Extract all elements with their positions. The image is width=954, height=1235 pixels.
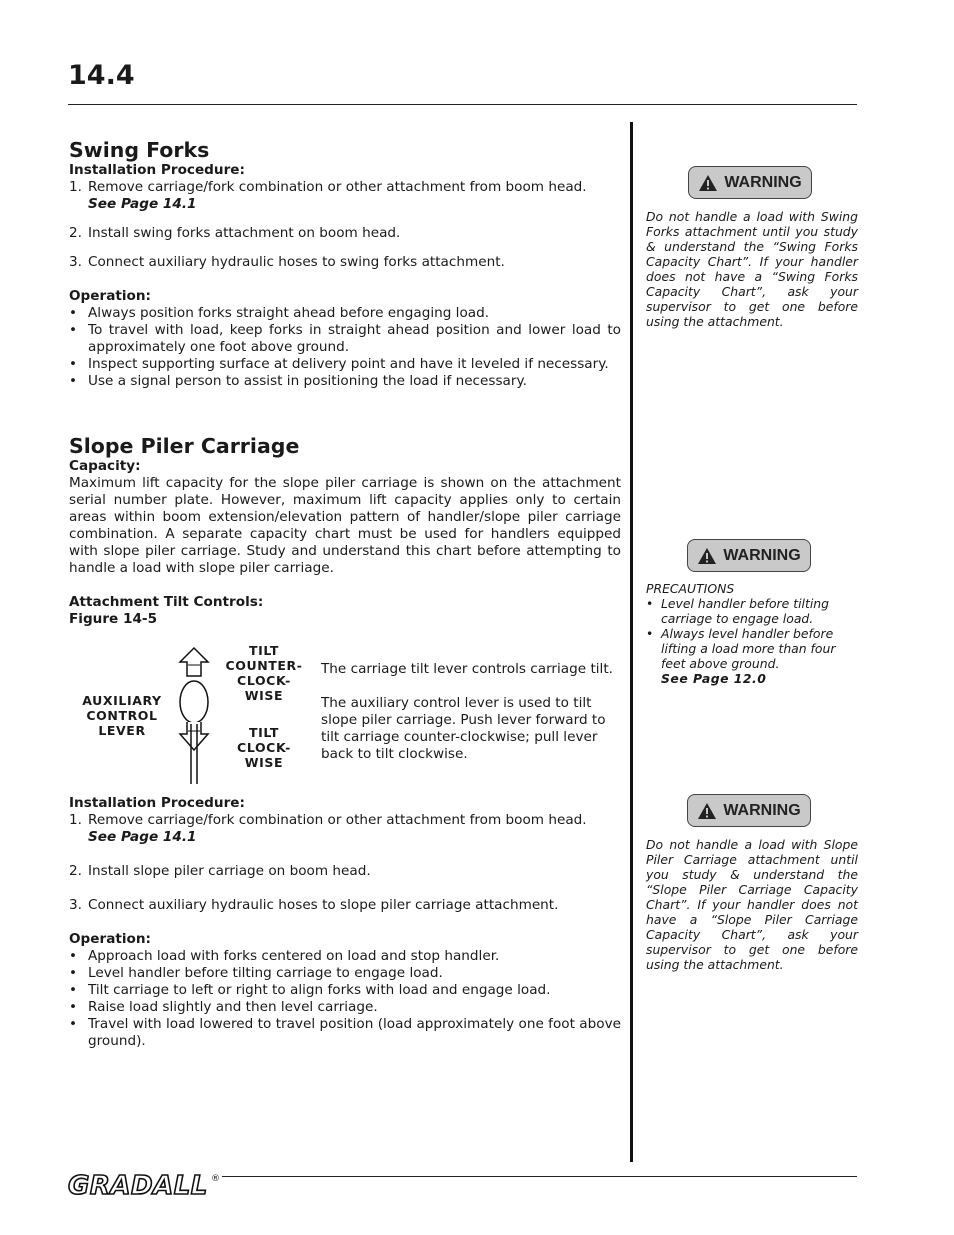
precautions-list — [646, 596, 858, 671]
svg-text:GRADALL: GRADALL — [68, 1171, 208, 1198]
slope-piler-installation-steps — [69, 812, 621, 914]
swing-forks-title: Swing Forks — [69, 138, 210, 162]
figure-description: The carriage tilt lever controls carriage tilt. The auxiliary control lever is used to tilt slope piler carriage. Push lever forward to tilt carriage counter-clockwise; pull lever back to tilt clockwise. — [321, 661, 613, 762]
svg-text:®: ® — [211, 1174, 220, 1184]
warning-triangle-icon — [697, 802, 717, 820]
page-reference: See Page 12.0 — [661, 671, 767, 686]
warning-label: WARNING — [723, 546, 801, 564]
list-item: • Inspect supporting surface at delivery point and have it leveled if necessary. — [69, 356, 609, 372]
section-number: 14.4 — [68, 60, 135, 91]
slope-piler-title: Slope Piler Carriage — [69, 434, 300, 458]
list-item: 2. Install swing forks attachment on boom head. — [69, 225, 401, 241]
list-item: 2. Install slope piler carriage on boom head. — [69, 863, 371, 879]
list-item: • Level handler before tilting carriage to engage load. — [69, 965, 443, 981]
warning-label: WARNING — [724, 173, 802, 191]
header-rule — [68, 104, 857, 105]
warning-label: WARNING — [723, 801, 801, 819]
warning-swing-forks-text: Do not handle a load with Swing Forks attachment until you study & understand the “Swing Forks Capacity Chart”. If your handler does not have a “Swing Forks Capacity Chart”, ask your supervisor to get one before using the attachment. — [646, 209, 858, 329]
slope-piler-installation-heading: Installation Procedure: — [69, 795, 245, 811]
column-divider — [630, 122, 633, 1162]
auxiliary-lever-label: AUXILIARY CONTROL LEVER — [82, 693, 162, 738]
swing-forks-installation-steps — [69, 179, 621, 271]
page-reference: See Page 14.1 — [88, 196, 197, 212]
list-item: 1. Remove carriage/fork combination or other attachment from boom head. See Page 14.1 — [69, 179, 621, 213]
slope-piler-section — [69, 434, 621, 628]
warning-triangle-icon — [698, 174, 718, 192]
list-item: • Level handler before tilting carriage to engage load. — [646, 596, 829, 626]
tilt-controls-heading: Attachment Tilt Controls: — [69, 594, 264, 610]
slope-piler-operation-list — [69, 948, 621, 1050]
list-item: • Always level handler before lifting a load more than four feet above ground. — [646, 626, 836, 671]
figure-label: Figure 14-5 — [69, 611, 158, 627]
control-lever-icon — [172, 646, 218, 786]
page-reference: See Page 14.1 — [88, 829, 197, 845]
list-item: • Tilt carriage to left or right to align forks with load and engage load. — [69, 982, 551, 998]
list-item: • Always position forks straight ahead before engaging load. — [69, 305, 490, 321]
slope-piler-operation-heading: Operation: — [69, 931, 151, 947]
warning-precautions — [646, 581, 858, 686]
slope-piler-procedures — [69, 795, 621, 1050]
warning-badge — [687, 539, 811, 572]
gradall-logo — [68, 1170, 220, 1198]
list-item: • Approach load with forks centered on load and stop handler. — [69, 948, 500, 964]
list-item: • Raise load slightly and then level carriage. — [69, 999, 378, 1015]
warning-badge — [687, 794, 811, 827]
swing-forks-operation-heading: Operation: — [69, 288, 151, 304]
footer-rule — [222, 1176, 857, 1177]
warning-slope-piler-text: Do not handle a load with Slope Piler Carriage attachment until you study & understand the “Slope Piler Carriage Capacity Chart”. If your handler does not have a “Slope Piler Carriage Capacity Chart”, ask your supervisor to get one before using the attachment. — [646, 837, 858, 972]
warning-badge — [688, 166, 812, 199]
capacity-text: Maximum lift capacity for the slope piler carriage is shown on the attachment serial number plate. However, maximum lift capacity applies only to certain areas within boom extension/elevation pattern of handler/slope piler carriage combination. A separate capacity chart must be used for handlers equipped with slope piler carriage. Study and understand this chart before attempting to handle a load with slope piler carriage. — [69, 475, 621, 576]
list-item: 3. Connect auxiliary hydraulic hoses to slope piler carriage attachment. — [69, 897, 559, 913]
list-item: 1. Remove carriage/fork combination or other attachment from boom head. See Page 14.1 — [69, 812, 621, 846]
tilt-cw-label: TILT CLOCK- WISE — [237, 725, 291, 770]
list-item: • Use a signal person to assist in positioning the load if necessary. — [69, 373, 527, 389]
swing-forks-section — [69, 138, 621, 390]
capacity-heading: Capacity: — [69, 458, 141, 474]
swing-forks-operation-list — [69, 305, 621, 390]
swing-forks-installation-heading: Installation Procedure: — [69, 162, 245, 178]
tilt-ccw-label: TILT COUNTER- CLOCK- WISE — [225, 643, 303, 703]
list-item: • Travel with load lowered to travel position (load approximately one foot above ground). — [69, 1016, 621, 1049]
warning-triangle-icon — [697, 547, 717, 565]
list-item: • To travel with load, keep forks in straight ahead position and lower load to approximately one foot above ground. — [69, 322, 621, 355]
precautions-heading: PRECAUTIONS — [646, 581, 735, 596]
list-item: 3. Connect auxiliary hydraulic hoses to swing forks attachment. — [69, 254, 505, 270]
